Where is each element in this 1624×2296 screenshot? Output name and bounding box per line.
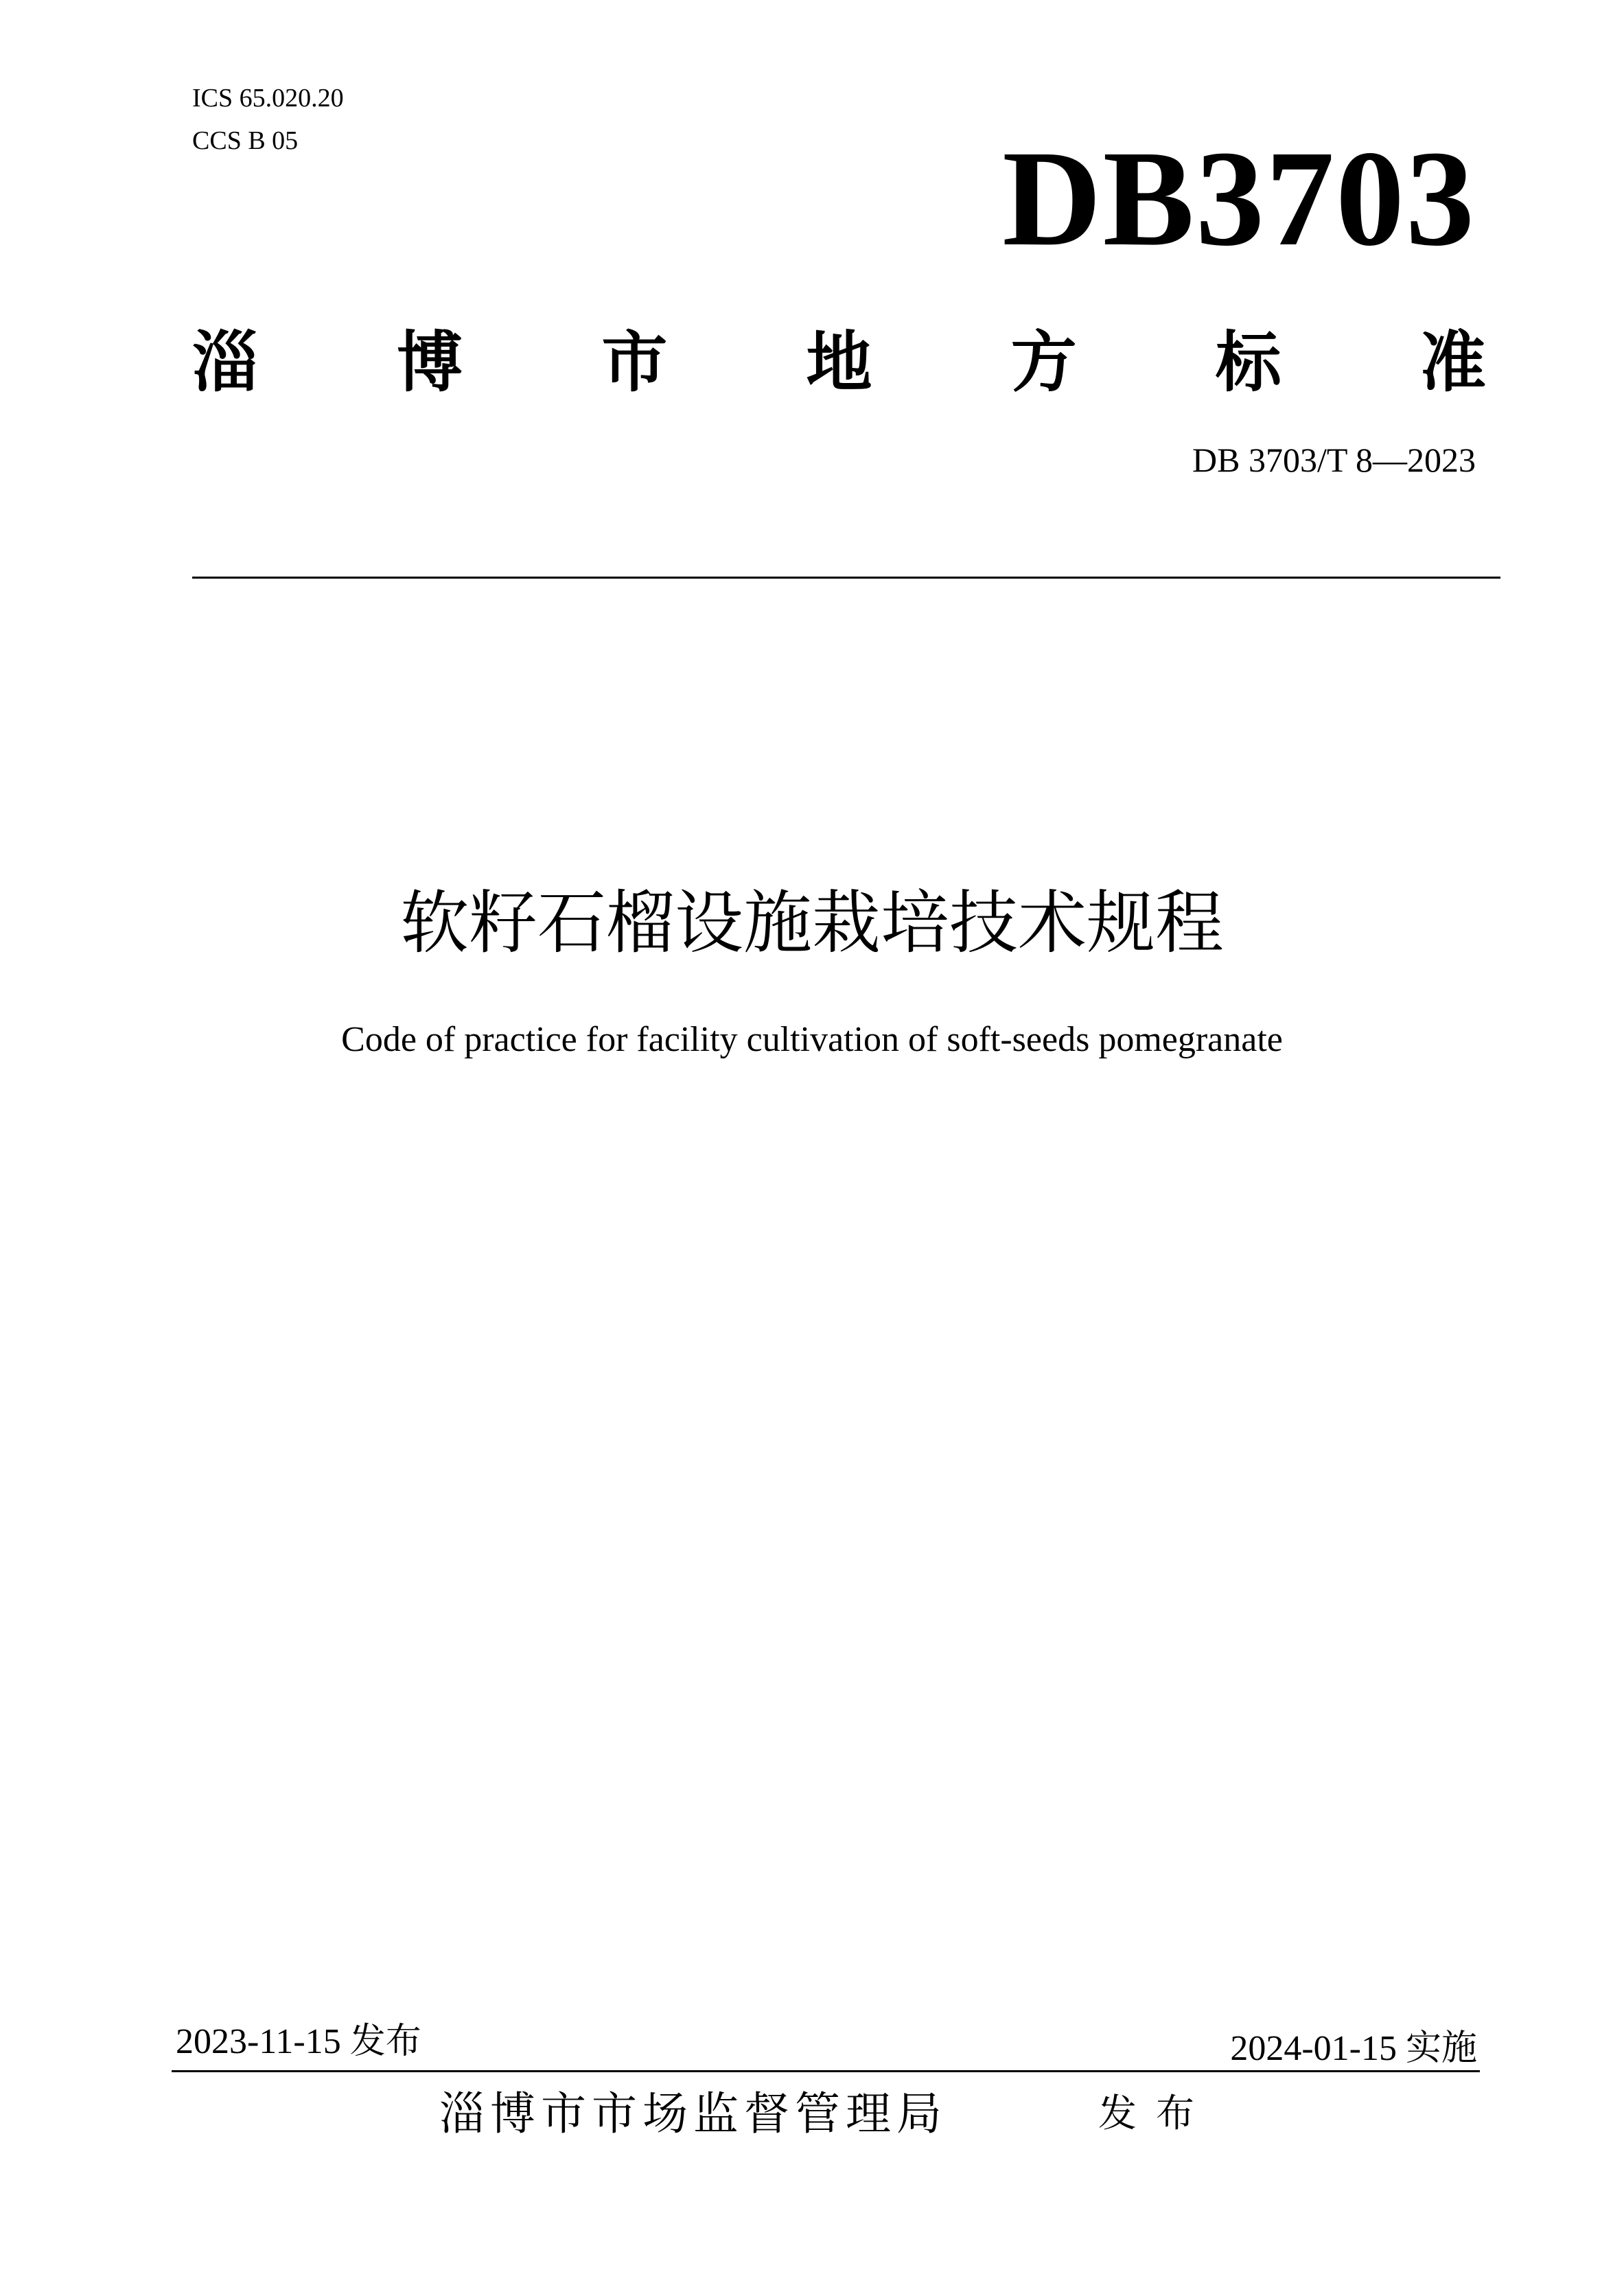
header-divider — [192, 577, 1500, 579]
implementation-date: 2024-01-15 实施 — [1230, 2029, 1477, 2068]
standard-type-char: 标 — [1215, 323, 1281, 401]
standard-number: DB 3703/T 8—2023 — [1192, 441, 1476, 479]
issue-date: 2023-11-15 发布 — [176, 2022, 421, 2061]
standard-type-char: 准 — [1419, 323, 1486, 401]
standard-type-char: 市 — [601, 323, 668, 401]
standard-code-logo: DB3703 — [1002, 123, 1476, 275]
ics-code: ICS 65.020.20 — [192, 84, 344, 113]
standard-type-char: 方 — [1010, 323, 1077, 401]
standard-type-heading — [192, 309, 1486, 405]
document-title-chinese: 软籽石榴设施栽培技术规程 — [400, 883, 1224, 963]
document-title-english: Code of practice for facility cultivation of soft-seeds pomegranate — [341, 1020, 1283, 1059]
publisher-name: 淄博市市场监督管理局 — [439, 2087, 947, 2140]
publish-label: 发布 — [1098, 2091, 1214, 2136]
footer-divider — [172, 2070, 1480, 2072]
standard-type-char: 地 — [806, 323, 872, 401]
ccs-code: CCS B 05 — [192, 126, 299, 155]
standard-type-char: 淄 — [192, 323, 258, 401]
standard-type-char: 博 — [397, 323, 463, 401]
